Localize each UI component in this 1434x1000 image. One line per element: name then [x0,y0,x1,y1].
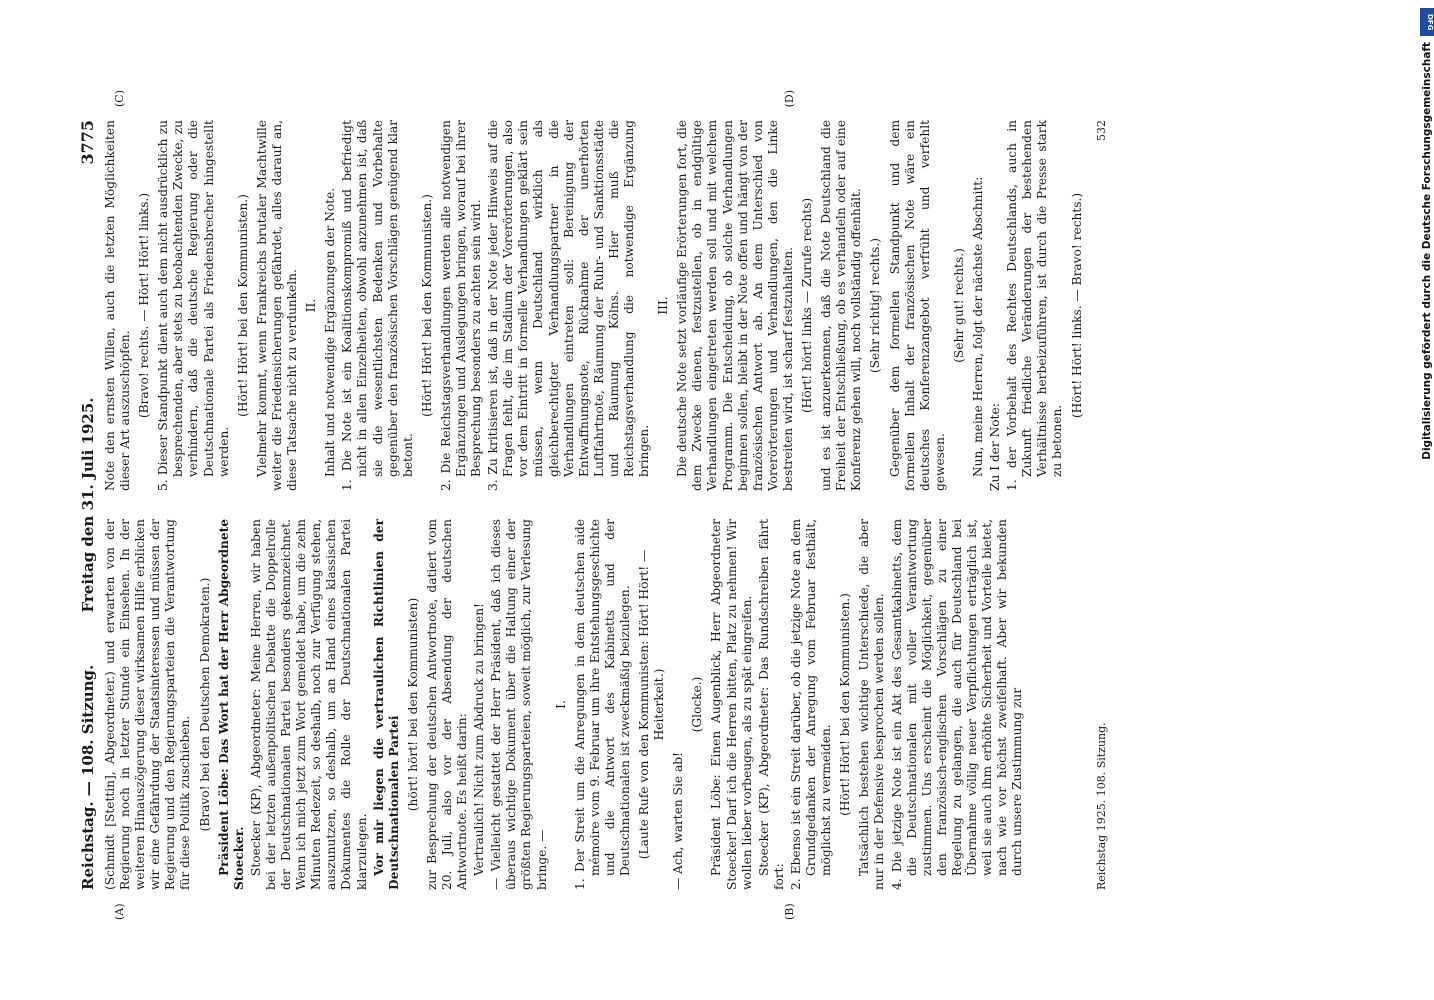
page-header [78,120,97,890]
interjection: (Sehr gut! rechts.) [951,248,966,363]
paragraph: Vielmehr kommt, wenn Frankreichs brutaler Machtwille weiter die Friedensicherungen gefährdet, alles darauf an, diese Tatsache nicht zu verdunkeln. [254,120,300,491]
interjection: (Laute Rufe von den Kommunisten: Hört! Hört! — Heiterkeit.) [637,549,667,860]
numbered-item: 1. der Vorbehalt des Rechtes Deutschlands, auch in Zukunft friedliche Veränderungen der bestehenden Verhältnisse herbeizuführen, ist durch die Presse stark zu betonen. [1005,120,1065,491]
numbered-item: 4. Die jetzige Note ist ein Akt des Gesamtkabinetts, dem die Deutschnationalen mit voller Verantwortung zustimmen. Uns erscheint die Möglichkeit, gegenüber den französisch-englischen Vorschlägen zu einer Regelung zu gelangen, die auch für Deutschland bei Übernahme völlig neuer Verpflichtungen erträglich ist, weil sie auch ihm erhöhte Sicherheit und Vorteile bietet, nach wie vor höchst zweifelhaft. Aber wir bekunden durch unsere Zustimmung zur [889,519,1025,890]
interjection: (Hört! Hört! links. — Bravo! rechts.) [1069,192,1084,419]
interjection: (Bravo! rechts. — Hört! Hört! links.) [137,192,152,419]
paragraph: Stoecker (KP), Abgeordneter: Meine Herren, wir haben bei der letzten außenpolitischen Debatte die Doppelrolle der Deutschnationalen Partei besonders gekennzeichnet. Wenn ich mich jetzt zum Wort gemeldet habe, um die zehn Minuten Redezeit, so deshalb, noch zur Verfügung stehen, auszunutzen, so deshalb, um an Hand eines klassischen Dokumentes die Rolle der Deutschnationalen Partei klarzulegen. [248,519,369,890]
speaker-paragraph: Stoecker (KP), Abgeordneter: Das Rundschreiben fährt fort: [756,519,786,890]
dfg-logo-icon: DFG [1420,8,1434,36]
text-columns [103,90,1089,920]
section-heading: III. [656,296,671,315]
numbered-item: 1. Die Note ist ein Koalitionskompromiß und befriedigt nicht in allen Einzelheiten, obwohl anzunehmen ist, daß sie die wesentlichsten Bedenken und Vorbehalte gegenüber den französischen Vorschlägen genügend klar betont. [340,120,415,491]
interjection: (hört! hört! bei den Kommunisten) [405,597,420,812]
paragraph: Die deutsche Note setzt vorläufige Erörterungen fort, die dem Zwecke dienen, festzustellen, ob in endgültige Verhandlungen eingetreten werden soll und mit welchem Programm. Die Entscheidung, ob solche Verhandlungen beginnen sollen, bleibt in der Note offen und hängt von der französischen Antwort ab. An dem Unterschied von Vorerörterungen und Verhandlungen, den die Linke bestreiten wird, ist scharf festzuhalten. [675,120,795,491]
interjection: (Hört! Hört! bei den Kommunisten.) [235,194,250,417]
numbered-item: 5. Dieser Standpunkt dient auch dem nicht ausdrücklich zu besprechenden, aber stets zu beobachtenden Zwecke, zu verhindern, daß die deutsche Regierung oder die Deutschnationale Partei als Friedensbrecher hingestellt werden. [156,120,231,491]
section-heading: II. [304,298,319,313]
numbered-item: 3. Zu kritisieren ist, daß in der Note jeder Hinweis auf die Fragen fehlt, die im Stadium der Vorerörterungen, also vor dem Eintritt in formelle Verhandlungen geklärt sein müssen, wenn Deutschland wirklich als gleichberechtigter Verhandlungspartner in die Verhandlungen eintreten soll: Bereinigung der Entwaffnungsnote, Rücknahme der unerhörten Luftfahrtnote, Räumung der Ruhr- und Sanktionsstädte und Räumung Kölns. Hier muß die Reichstagsverhandlung die notwendige Ergänzung bringen. [486,120,652,491]
paragraph: zur Besprechung der deutschen Antwortnote, datiert vom 20. Juli, also vor der Absendung der deutschen Antwortnote. Es heißt darin: [424,519,470,890]
footer-sheet-number: 532 [1094,120,1108,141]
right-column [103,120,1089,491]
paragraph: Vor mir liegen die vertraulichen Richtlinien der Deutschnationalen Partei [371,519,401,890]
margin-marker-c: (C) [113,90,126,107]
interjection: (Hört! hört! links — Zurufe rechts) [800,197,815,414]
numbered-item: 1. Der Streit um die Anregungen in dem deutschen aide mémoire vom 9. Februar um ihre Entstehungsgeschichte und die Antwort des Kabinetts und der Deutschnationalen ist zweckmäßig beizulegen. [572,519,632,890]
paragraph: — Vielleicht gestattet der Herr Präsident, daß ich dieses überaus wichtige Dokument über die Haltung einer der größten Regierungsparteien, soweit möglich, zur Verlesung bringe. — [489,519,549,890]
margin-marker-d: (D) [783,90,796,108]
paragraph: Inhalt und notwendige Ergänzungen der Note. [323,187,338,477]
interjection: (Hört! Hört! bei den Kommunisten.) [419,194,434,417]
paragraph: Tatsächlich bestehen wichtige Unterschiede, die aber nur in der Defensive besprochen werden sollen. [857,519,887,890]
paragraph: Zu I der Note: [988,403,1003,491]
paragraph: und es ist anzuerkennen, daß die Note Deutschland die Freiheit der Entschließung, ob es verhandeln oder auf eine Konferenz gehen will, noch vollständig offenhält. [819,120,864,491]
interjection: (Sehr richtig! rechts.) [868,237,883,374]
interjection: (Hört! Hört! bei den Kommunisten.) [838,593,853,816]
margin-marker-a: (A) [113,903,126,920]
numbered-item: 2. Die Reichstagsverhandlungen werden alle notwendigen Ergänzungen und Auslegungen bringen, worauf bei ihrer Besprechung besonders zu achten sein wird. [438,120,484,491]
page-content [78,90,1108,920]
digitization-credit-text: Digitalisierung gefördert durch die Deutsche Forschungsgemeinschaft [1421,42,1433,460]
interjection: (Glocke.) [690,676,705,733]
interjection: (Bravo! bei den Deutschen Demokraten.) [197,577,212,832]
paragraph: Vertraulich! Nicht zum Abdruck zu bringen! [472,603,487,876]
header-session: Reichstag. — 108. Sitzung. [79,664,97,890]
footer-session: Reichstag 1925. 108. Sitzung. [1094,722,1108,890]
speaker-paragraph: Präsident Löbe: Das Wort hat der Herr Abgeordnete Stoecker. [216,519,246,890]
page-footer [1095,120,1108,890]
paragraph: Note den ernsten Willen, auch die letzten Möglichkeiten dieser Art auszuschöpfen. [103,120,133,491]
paragraph: — Ach, warten Sie ab! [671,752,686,890]
header-date: Freitag den 31. Juli 1925. [79,397,97,613]
paragraph: (Schmidt [Stettin], Abgeordneter.) und erwarten von der Regierung noch in letzter Stunde ein Einsehen. In der weiteren Hinauszögerung dieser wirksamen Hilfe erblicken wir eine Gefährdung der Staatsinteressen und müssen der Regierung und den Regierungsparteien die Verantwortung für diese Politik zuschieben. [103,519,193,890]
numbered-item: 2. Ebenso ist ein Streit darüber, ob die jetzige Note an dem Grundgedanken der Anregung vom Februar festhält, möglichst zu vermeiden. [788,519,834,890]
paragraph: Gegenüber dem formellen Standpunkt und dem formellen Inhalt der französischen Note wäre ein deutsches Konferenzangebot verfrüht und verfehlt gewesen. [887,120,947,491]
margin-marker-b: (B) [783,903,796,920]
section-heading: I. [553,700,568,709]
header-page-number: 3775 [78,119,97,165]
left-column [103,519,1089,890]
speaker-paragraph: Präsident Löbe: Einen Augenblick, Herr Abgeordneter Stoecker! Darf ich die Herren bitten, Platz zu nehmen! Wir wollen lieber vorbeugen, als zu spät eingreifen. [709,519,754,890]
paragraph: Nun, meine Herren, folgt der nächste Abschnitt: [970,176,985,477]
digitization-credit [1420,8,1434,998]
